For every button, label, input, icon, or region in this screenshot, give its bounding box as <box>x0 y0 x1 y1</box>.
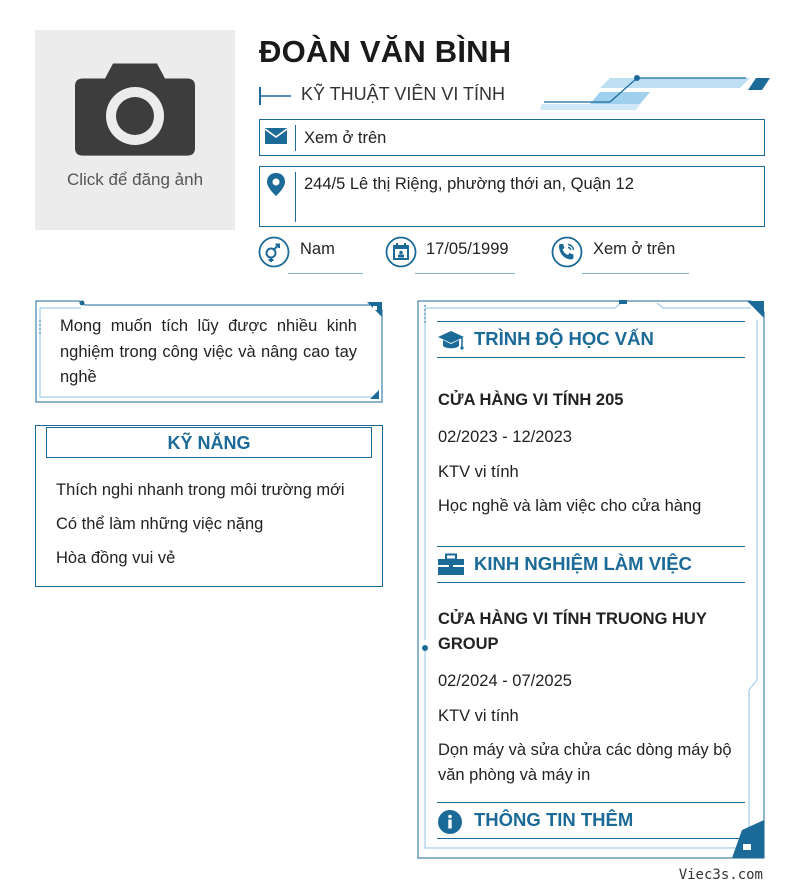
right-panel <box>417 300 765 860</box>
location-icon <box>265 172 287 198</box>
experience-period: 02/2024 - 07/2025 <box>438 672 572 690</box>
education-role: KTV vi tính <box>438 463 519 481</box>
email-row <box>259 119 765 156</box>
education-header <box>437 321 745 358</box>
career-objective-panel <box>35 300 383 404</box>
job-title: KỸ THUẬT VIÊN VI TÍNH <box>301 84 506 104</box>
photo-caption: Click để đăng ảnh <box>66 170 204 189</box>
candidate-name: ĐOÀN VĂN BÌNH <box>259 34 512 69</box>
email-icon <box>265 127 287 145</box>
more-info-header <box>437 802 745 839</box>
experience-title: KINH NGHIỆM LÀM VIỆC <box>474 553 692 574</box>
camera-icon <box>75 58 195 164</box>
skill-item: Thích nghi nhanh trong môi trường mới <box>56 481 345 499</box>
title-bracket-decoration <box>258 86 292 106</box>
avatar-photo-upload[interactable] <box>35 30 235 230</box>
experience-header <box>437 546 745 583</box>
birthday-value: 17/05/1999 <box>426 240 509 258</box>
circuit-decoration <box>540 74 772 114</box>
email-value[interactable]: Xem ở trên <box>304 129 387 147</box>
address-value[interactable]: 244/5 Lê thị Riệng, phường thới an, Quận 12 <box>304 175 634 193</box>
skill-item: Hòa đồng vui vẻ <box>56 549 176 567</box>
more-info-title: THÔNG TIN THÊM <box>474 809 634 830</box>
gender-value: Nam <box>300 240 335 258</box>
education-org: CỬA HÀNG VI TÍNH 205 <box>438 391 624 409</box>
skills-title: KỸ NĂNG <box>46 427 372 458</box>
briefcase-icon <box>437 553 465 577</box>
education-desc: Học nghề và làm việc cho cửa hàng <box>438 497 702 515</box>
address-row <box>259 166 765 227</box>
footer-site: Viec3s.com <box>678 867 763 883</box>
education-period: 02/2023 - 12/2023 <box>438 428 572 446</box>
gender-icon <box>258 236 290 268</box>
objective-text: Mong muốn tích lũy được nhiều kinh nghiệm trong công việc và nâng cao tay nghề <box>60 317 357 386</box>
education-title: TRÌNH ĐỘ HỌC VẤN <box>474 328 654 349</box>
phone-icon <box>551 236 583 268</box>
skills-section <box>35 425 383 587</box>
experience-role: KTV vi tính <box>438 707 519 725</box>
graduation-cap-icon <box>437 329 465 353</box>
phone-value[interactable]: Xem ở trên <box>593 240 676 258</box>
experience-org: CỬA HÀNG VI TÍNH TRUONG HUY GROUP <box>438 610 707 653</box>
info-icon <box>437 809 463 835</box>
calendar-icon <box>385 236 417 268</box>
skill-item: Có thể làm những việc nặng <box>56 515 264 533</box>
experience-desc: Dọn máy và sửa chửa các dòng máy bộ văn phòng và máy in <box>438 741 732 784</box>
